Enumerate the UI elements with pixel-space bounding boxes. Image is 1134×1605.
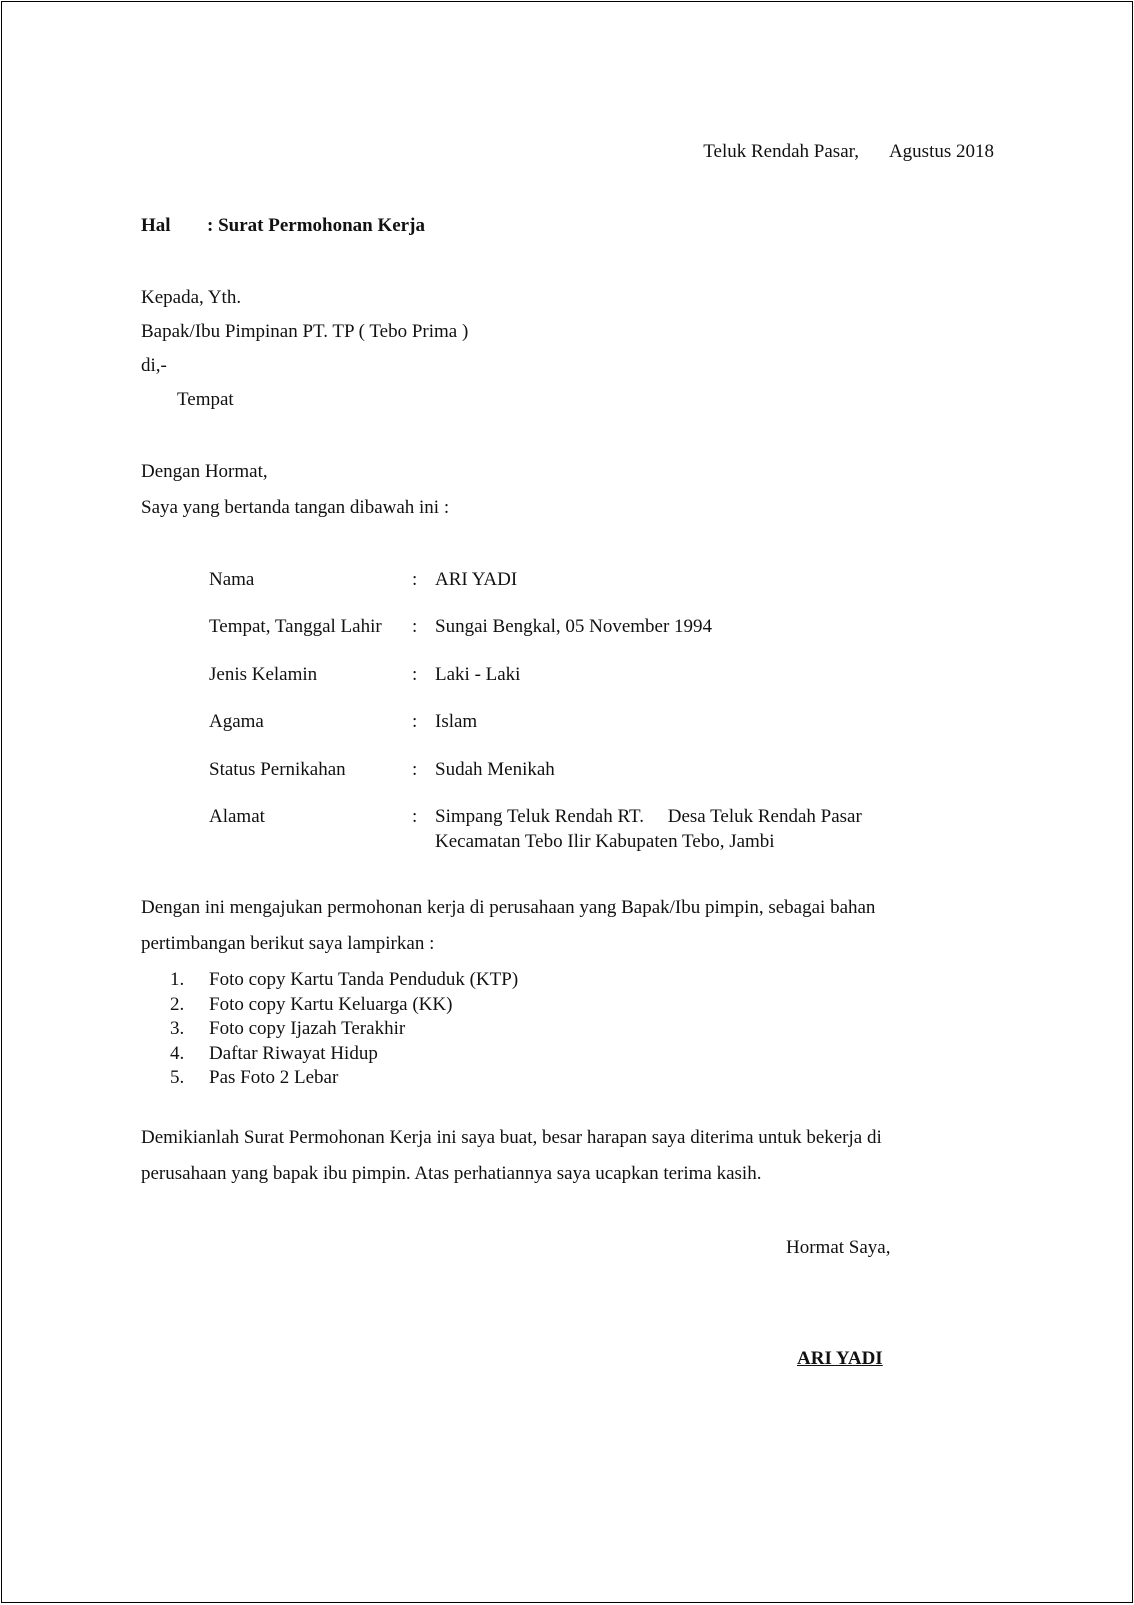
identity-label: Tempat, Tanggal Lahir bbox=[209, 616, 382, 637]
identity-colon: : bbox=[412, 664, 418, 685]
closing-paragraph-line-2: perusahaan yang bapak ibu pimpin. Atas perhatiannya saya ucapkan terima kasih. bbox=[141, 1163, 762, 1184]
subject-line bbox=[141, 214, 425, 238]
greeting: Dengan Hormat, bbox=[141, 461, 268, 482]
closing-paragraph-line-1: Demikianlah Surat Permohonan Kerja ini saya buat, besar harapan saya diterima untuk bekerja di bbox=[141, 1127, 882, 1148]
identity-value: Islam bbox=[435, 711, 478, 732]
intro-text: Saya yang bertanda tangan dibawah ini : bbox=[141, 497, 450, 518]
identity-label: Nama bbox=[209, 569, 255, 590]
recipient-line-1: Kepada, Yth. bbox=[141, 287, 242, 308]
list-item bbox=[170, 1066, 518, 1091]
identity-value: Sungai Bengkal, 05 November 1994 bbox=[435, 616, 713, 637]
list-text: Foto copy Kartu Tanda Penduduk (KTP) bbox=[209, 969, 519, 990]
identity-value: Simpang Teluk Rendah RT. Desa Teluk Rendah Pasar bbox=[435, 806, 862, 827]
list-number: 3. bbox=[170, 1018, 185, 1039]
subject-label: Hal bbox=[141, 215, 171, 236]
identity-value: ARI YADI bbox=[435, 569, 518, 590]
list-number: 4. bbox=[170, 1042, 185, 1064]
identity-label: Alamat bbox=[209, 806, 265, 827]
list-number: 1. bbox=[170, 969, 185, 990]
list-item bbox=[170, 968, 518, 993]
list-number: 2. bbox=[170, 993, 185, 1015]
date-place: Teluk Rendah Pasar, bbox=[703, 141, 859, 162]
list-text: Foto copy Kartu Keluarga (KK) bbox=[209, 993, 453, 1015]
list-text: Pas Foto 2 Lebar bbox=[209, 1067, 339, 1088]
identity-colon: : bbox=[412, 569, 418, 590]
list-number: 5. bbox=[170, 1067, 185, 1088]
identity-colon: : bbox=[412, 759, 418, 780]
list-item bbox=[170, 1017, 518, 1042]
recipient-line-2: Bapak/Ibu Pimpinan PT. TP ( Tebo Prima ) bbox=[141, 321, 469, 342]
body-paragraph-line-2: pertimbangan berikut saya lampirkan : bbox=[141, 933, 435, 954]
signature-salutation: Hormat Saya, bbox=[786, 1237, 891, 1258]
recipient-line-4: Tempat bbox=[177, 389, 234, 410]
letter-date bbox=[703, 140, 994, 164]
identity-label: Agama bbox=[209, 711, 264, 732]
subject-value: : Surat Permohonan Kerja bbox=[207, 215, 425, 236]
identity-label: Jenis Kelamin bbox=[209, 664, 318, 685]
list-item bbox=[170, 1042, 518, 1067]
list-text: Daftar Riwayat Hidup bbox=[209, 1042, 378, 1064]
recipient-line-3: di,- bbox=[141, 355, 167, 376]
identity-value: Sudah Menikah bbox=[435, 759, 555, 780]
date-value: Agustus 2018 bbox=[888, 141, 994, 162]
identity-colon: : bbox=[412, 616, 418, 637]
signature-name: ARI YADI bbox=[797, 1348, 883, 1369]
body-paragraph-line-1: Dengan ini mengajukan permohonan kerja di perusahaan yang Bapak/Ibu pimpin, sebagai bahan bbox=[141, 897, 876, 918]
identity-value: Laki - Laki bbox=[435, 664, 521, 685]
identity-colon: : bbox=[412, 711, 418, 732]
list-text: Foto copy Ijazah Terakhir bbox=[209, 1018, 406, 1039]
identity-value-line-2: Kecamatan Tebo Ilir Kabupaten Tebo, Jambi bbox=[435, 831, 775, 852]
attachment-list bbox=[170, 968, 518, 1091]
identity-colon: : bbox=[412, 806, 418, 827]
identity-label: Status Pernikahan bbox=[209, 759, 346, 780]
letter-page bbox=[1, 1, 1133, 1603]
list-item bbox=[170, 993, 518, 1018]
